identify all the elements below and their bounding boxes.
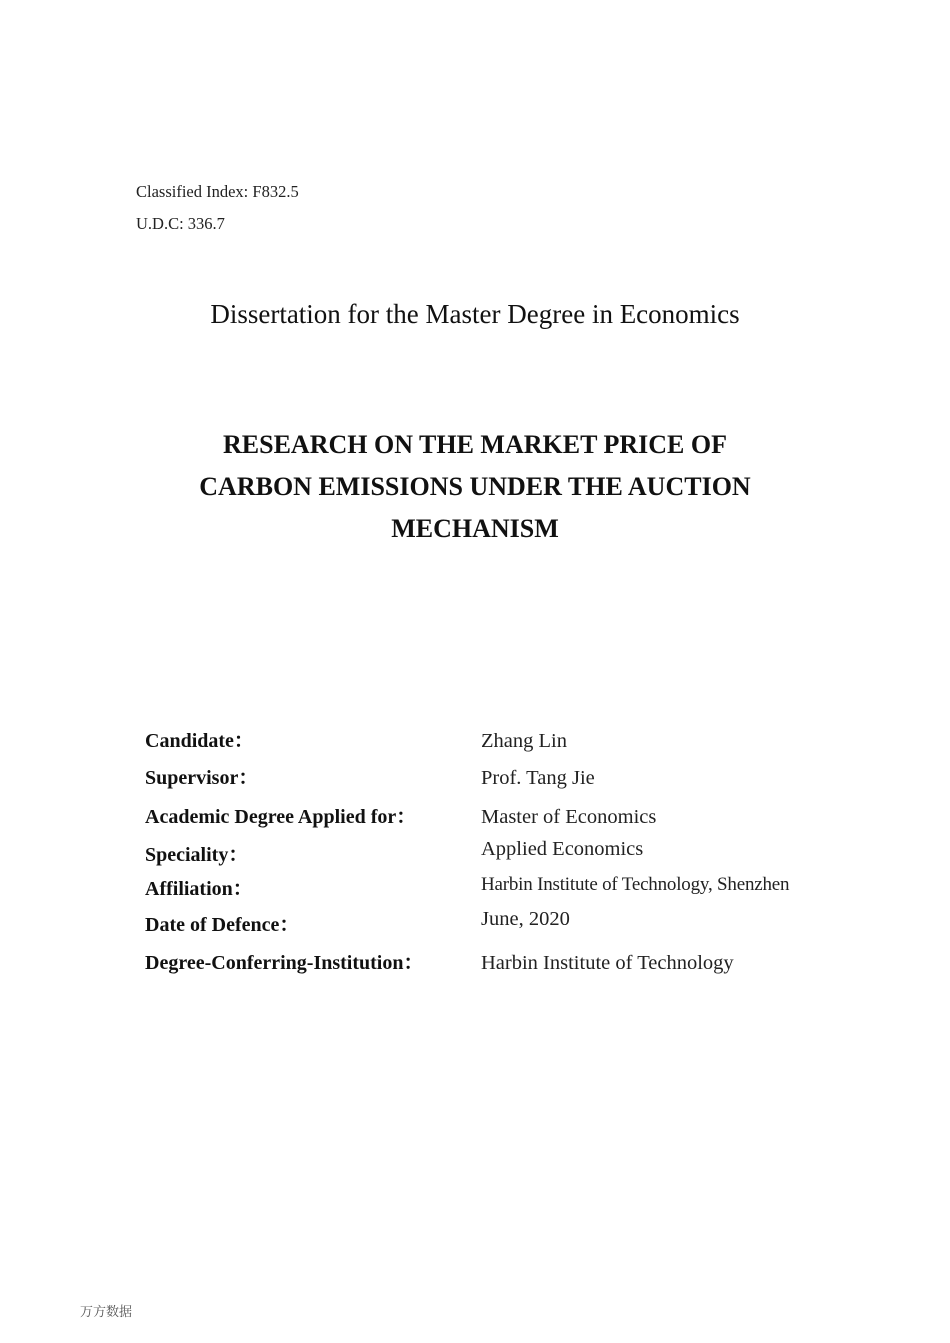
info-row-affiliation <box>145 874 865 904</box>
classified-index: Classified Index: F832.5 <box>136 182 299 201</box>
classification-block <box>136 176 299 240</box>
defence-date-label: Date of Defence： <box>145 914 300 936</box>
speciality-label: Speciality： <box>145 844 249 866</box>
info-row-degree-applied <box>145 802 865 832</box>
degree-statement: Dissertation for the Master Degree in Economics <box>210 299 740 329</box>
affiliation-value: Harbin Institute of Technology, Shenzhen <box>481 874 790 895</box>
supervisor-value: Prof. Tang Jie <box>481 767 595 789</box>
info-row-candidate <box>145 726 865 756</box>
thesis-title-line: CARBON EMISSIONS UNDER THE AUCTION <box>199 472 751 501</box>
info-row-supervisor <box>145 763 865 793</box>
thesis-title <box>0 424 950 550</box>
supervisor-label: Supervisor： <box>145 767 259 789</box>
candidate-label: Candidate： <box>145 730 254 752</box>
institution-value: Harbin Institute of Technology <box>481 952 734 974</box>
thesis-title-line: RESEARCH ON THE MARKET PRICE OF <box>223 430 727 459</box>
udc-number: U.D.C: 336.7 <box>136 214 225 233</box>
info-row-institution <box>145 948 865 978</box>
degree-applied-label: Academic Degree Applied for： <box>145 806 417 828</box>
affiliation-label: Affiliation： <box>145 878 253 900</box>
speciality-value: Applied Economics <box>481 838 644 860</box>
defence-date-value: June, 2020 <box>481 908 570 930</box>
degree-applied-value: Master of Economics <box>481 806 657 828</box>
footer-watermark-text: 万方数据 <box>80 1305 133 1320</box>
thesis-title-line: MECHANISM <box>391 514 559 543</box>
info-row-speciality <box>145 836 865 866</box>
info-row-defence-date <box>145 910 865 940</box>
institution-label: Degree-Conferring-Institution： <box>145 952 424 974</box>
candidate-value: Zhang Lin <box>481 730 567 752</box>
